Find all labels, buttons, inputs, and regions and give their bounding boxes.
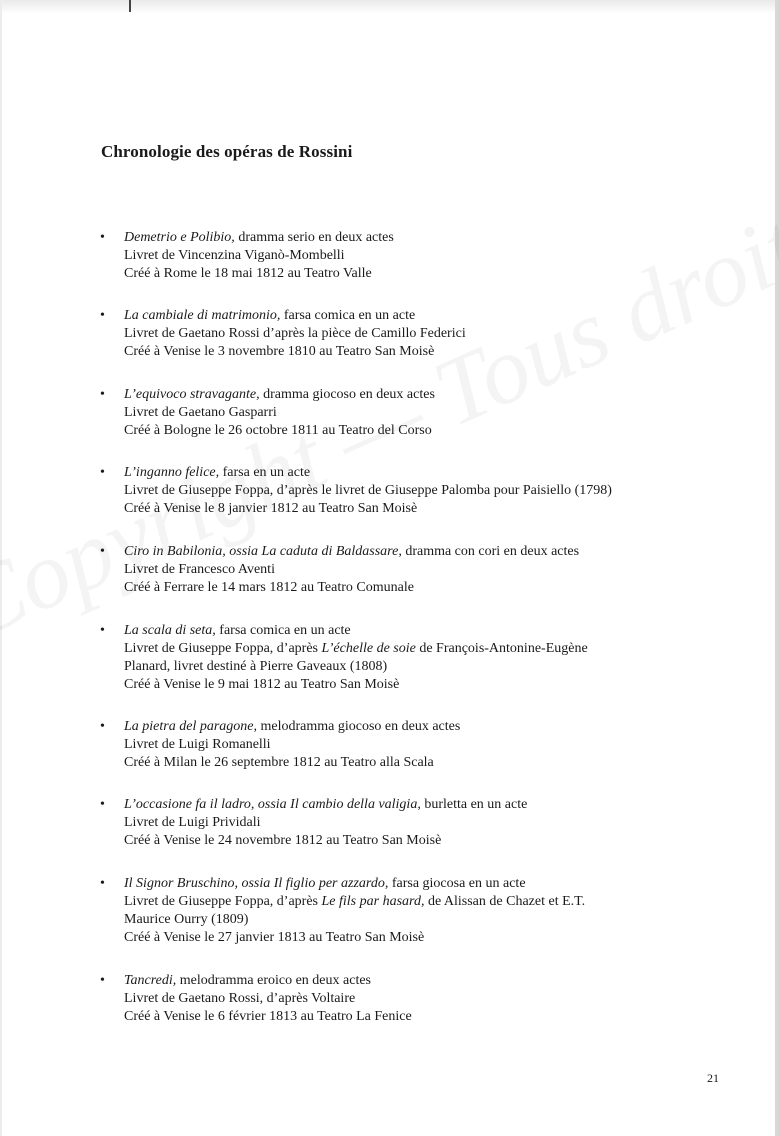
source-title: L’échelle de soie bbox=[321, 641, 416, 656]
opera-title: La cambiale di matrimonio, bbox=[124, 308, 281, 323]
page-title: Chronologie des opéras de Rossini bbox=[101, 142, 353, 161]
scan-edge-top bbox=[0, 0, 779, 14]
libretto-line: Livret de Luigi Prividali bbox=[124, 815, 261, 830]
opera-title: L’equivoco stravagante, bbox=[124, 387, 260, 402]
libretto-line-continued: Planard, livret destiné à Pierre Gaveaux (1808) bbox=[124, 659, 388, 674]
opera-genre: farsa en un acte bbox=[219, 465, 311, 480]
libretto-line bbox=[124, 893, 664, 911]
libretto-text: de Alissan de Chazet et E.T. bbox=[424, 894, 586, 909]
opera-title: Ciro in Babilonia, ossia La caduta di Baldassare, bbox=[124, 544, 402, 559]
page-number: 21 bbox=[707, 1071, 719, 1085]
premiere-line: Créé à Venise le 3 novembre 1810 au Teatro San Moisè bbox=[124, 344, 435, 359]
entry-title-line bbox=[124, 718, 664, 736]
entry-title-line bbox=[124, 543, 664, 561]
premiere-line: Créé à Venise le 24 novembre 1812 au Teatro San Moisè bbox=[124, 833, 442, 848]
libretto-text: de François-Antonine-Eugène bbox=[415, 641, 588, 656]
scan-edge-right bbox=[775, 0, 779, 1136]
bullet-icon: • bbox=[100, 973, 105, 988]
opera-title: L’occasione fa il ladro, ossia Il cambio della valigia, bbox=[124, 797, 421, 812]
libretto-line: Livret de Vincenzina Viganò-Mombelli bbox=[124, 248, 345, 263]
libretto-line: Livret de Giuseppe Foppa, d’après le livret de Giuseppe Palomba pour Paisiello (1798) bbox=[124, 483, 612, 498]
opera-title: La scala di seta, bbox=[124, 623, 216, 638]
opera-genre: farsa comica en un acte bbox=[280, 308, 416, 323]
bullet-icon: • bbox=[100, 387, 105, 402]
premiere-line: Créé à Milan le 26 septembre 1812 au Teatro alla Scala bbox=[124, 755, 434, 770]
premiere-line: Créé à Venise le 8 janvier 1812 au Teatro San Moisè bbox=[124, 501, 418, 516]
bullet-icon: • bbox=[100, 623, 105, 638]
bullet-icon: • bbox=[100, 465, 105, 480]
opera-title: Tancredi, bbox=[124, 973, 177, 988]
premiere-line: Créé à Venise le 27 janvier 1813 au Teatro San Moisè bbox=[124, 930, 425, 945]
premiere-line: Créé à Venise le 9 mai 1812 au Teatro San Moisè bbox=[124, 677, 400, 692]
bullet-icon: • bbox=[100, 544, 105, 559]
scan-mark bbox=[129, 0, 131, 12]
opera-title: Demetrio e Polibio, bbox=[124, 230, 235, 245]
premiere-line: Créé à Venise le 6 février 1813 au Teatro La Fenice bbox=[124, 1009, 412, 1024]
premiere-line: Créé à Rome le 18 mai 1812 au Teatro Valle bbox=[124, 266, 372, 281]
libretto-line: Livret de Gaetano Rossi, d’après Voltaire bbox=[124, 991, 356, 1006]
bullet-icon: • bbox=[100, 797, 105, 812]
entry-title-line bbox=[124, 386, 664, 404]
libretto-line: Livret de Gaetano Gasparri bbox=[124, 405, 277, 420]
opera-genre: dramma con cori en deux actes bbox=[401, 544, 580, 559]
opera-genre: burletta en un acte bbox=[420, 797, 528, 812]
entry-title-line bbox=[124, 229, 664, 247]
source-title: Le fils par hasard, bbox=[321, 894, 425, 909]
opera-title: La pietra del paragone, bbox=[124, 719, 257, 734]
libretto-text: Livret de Giuseppe Foppa, d’après bbox=[124, 894, 322, 909]
entry-title-line bbox=[124, 972, 664, 990]
opera-genre: farsa giocosa en un acte bbox=[388, 876, 526, 891]
bullet-icon: • bbox=[100, 719, 105, 734]
libretto-line-continued: Maurice Ourry (1809) bbox=[124, 912, 249, 927]
opera-genre: farsa comica en un acte bbox=[215, 623, 351, 638]
bullet-icon: • bbox=[100, 230, 105, 245]
libretto-line: Livret de Luigi Romanelli bbox=[124, 737, 271, 752]
entry-title-line bbox=[124, 307, 664, 325]
opera-title: L’inganno felice, bbox=[124, 465, 220, 480]
opera-title: Il Signor Bruschino, ossia Il figlio per azzardo, bbox=[124, 876, 389, 891]
libretto-text: Livret de Giuseppe Foppa, d’après bbox=[124, 641, 322, 656]
libretto-line: Livret de Francesco Aventi bbox=[124, 562, 275, 577]
bullet-icon: • bbox=[100, 308, 105, 323]
entry-title-line bbox=[124, 464, 664, 482]
libretto-line bbox=[124, 640, 664, 658]
premiere-line: Créé à Ferrare le 14 mars 1812 au Teatro Comunale bbox=[124, 580, 414, 595]
entry-title-line bbox=[124, 875, 664, 893]
bullet-icon: • bbox=[100, 876, 105, 891]
entry-title-line bbox=[124, 622, 664, 640]
libretto-line: Livret de Gaetano Rossi d’après la pièce de Camillo Federici bbox=[124, 326, 466, 341]
opera-genre: melodramma eroico en deux actes bbox=[176, 973, 371, 988]
entry-title-line bbox=[124, 796, 664, 814]
opera-genre: dramma serio en deux actes bbox=[234, 230, 394, 245]
scan-edge-left bbox=[0, 0, 2, 1136]
premiere-line: Créé à Bologne le 26 octobre 1811 au Teatro del Corso bbox=[124, 423, 432, 438]
opera-genre: dramma giocoso en deux actes bbox=[259, 387, 435, 402]
opera-genre: melodramma giocoso en deux actes bbox=[257, 719, 461, 734]
